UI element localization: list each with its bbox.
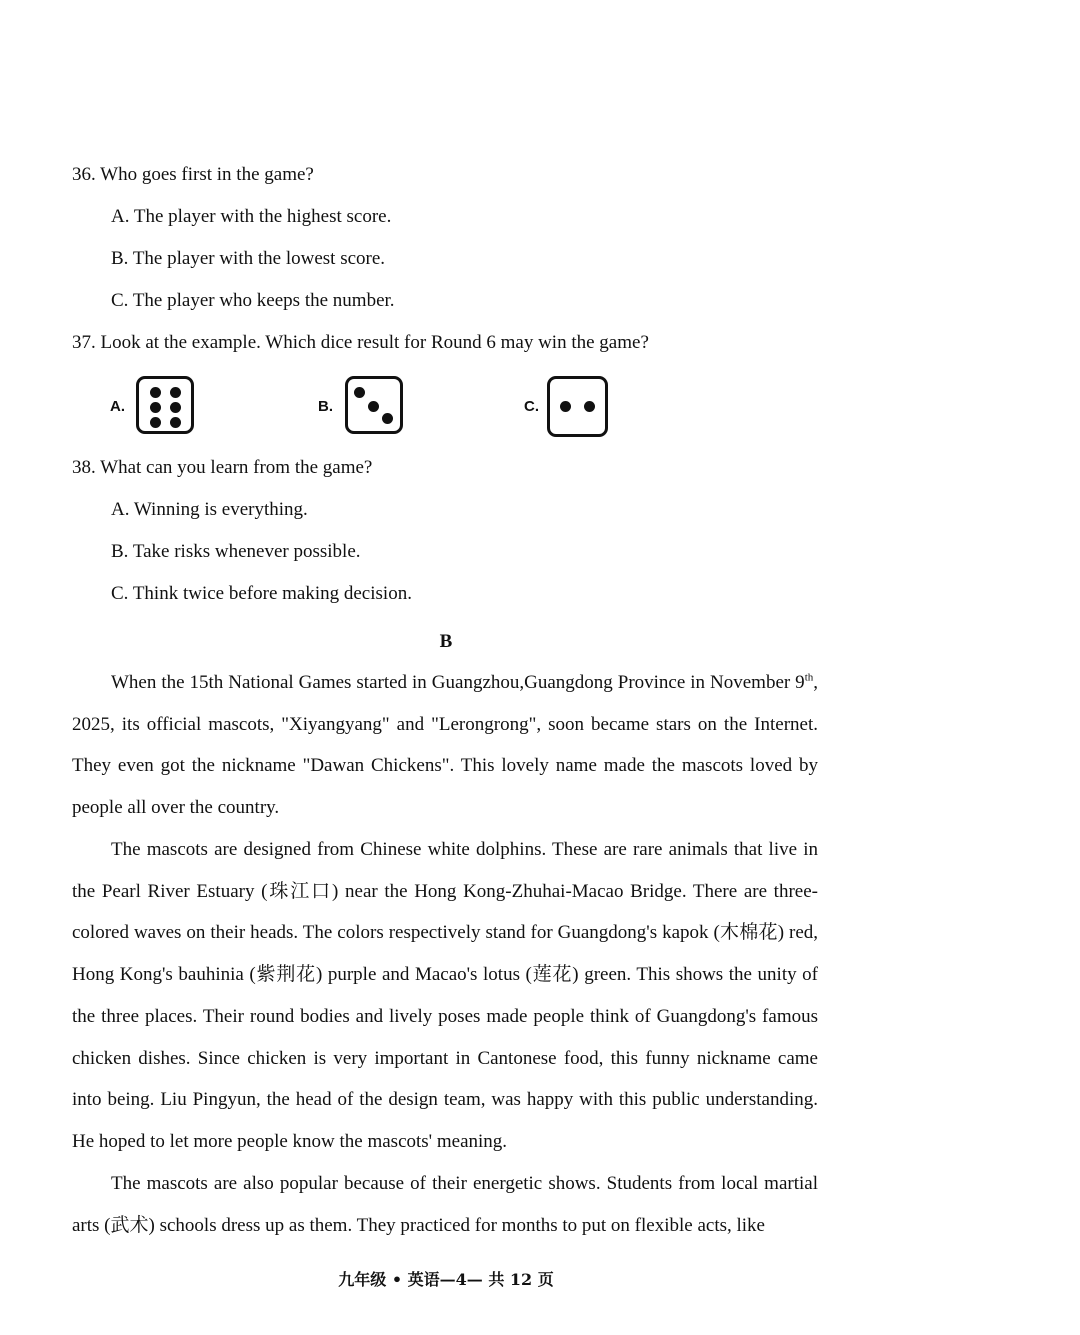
die-pip — [170, 402, 181, 413]
question-38-option-b: B. Take risks whenever possible. — [111, 541, 361, 562]
question-37-stem: 37. Look at the example. Which dice result for Round 6 may win the game? — [72, 332, 649, 353]
die-pip — [150, 417, 161, 428]
die-two-icon — [547, 376, 608, 437]
dice-option-a-label: A. — [110, 398, 125, 415]
die-pip — [170, 387, 181, 398]
passage-paragraph-2: The mascots are designed from Chinese white dolphins. These are rare animals that live in the Pearl River Estuary (珠江口) near the Hong Kong-Zhuhai-Macao Bridge. There are three-colored waves on their heads. The colors respectively stand for Guangdong's kapok (木棉花) red, Hong Kong's bauhinia (紫荆花) purple and Macao's lotus (莲花) green. This shows the unity of the three places. Their round bodies and lively poses made people think of Guangdong's famous chicken dishes. Since chicken is very important in Cantonese food, this funny nickname came into being. Liu Pingyun, the head of the design team, was happy with this public understanding. He hoped to let more people know the mascots' meaning. — [72, 839, 818, 1152]
dice-option-b-label: B. — [318, 398, 333, 415]
question-38-option-c: C. Think twice before making decision. — [111, 583, 412, 604]
die-pip — [382, 413, 393, 424]
die-six-icon — [136, 376, 194, 434]
question-36-option-a: A. The player with the highest score. — [111, 206, 392, 227]
dice-options — [0, 372, 1080, 444]
section-b-title: B — [439, 631, 453, 652]
die-three-icon — [345, 376, 403, 434]
dice-option-c — [524, 372, 624, 444]
question-36-option-b: B. The player with the lowest score. — [111, 248, 386, 269]
question-38-stem: 38. What can you learn from the game? — [72, 457, 373, 478]
die-pip — [150, 387, 161, 398]
die-pip — [354, 387, 365, 398]
die-pip — [170, 417, 181, 428]
dice-option-b — [318, 372, 418, 444]
die-pip — [560, 401, 571, 412]
question-36-stem: 36. Who goes first in the game? — [72, 164, 314, 185]
paragraph-1-end: , 2025, its official mascots, "Xiyangyang" and "Lerongrong", soon became stars on the Internet. They even got the nickname "Dawan Chickens". This lovely name made the mascots loved by people all over the country. — [72, 672, 818, 819]
passage-paragraph-3: The mascots are also popular because of their energetic shows. Students from local martial arts (武术) schools dress up as them. They practiced for months to put on flexible acts, like — [72, 1173, 818, 1236]
die-pip — [150, 402, 161, 413]
die-pip — [584, 401, 595, 412]
passage-paragraph-1 — [72, 662, 818, 829]
paragraph-1-superscript: th — [804, 671, 814, 684]
question-38-option-a: A. Winning is everything. — [111, 499, 308, 520]
question-36-option-c: C. The player who keeps the number. — [111, 290, 395, 311]
paragraph-1-start: When the 15th National Games started in Guangzhou,Guangdong Province in November 9 — [111, 672, 805, 693]
die-pip — [368, 401, 379, 412]
dice-option-c-label: C. — [524, 398, 539, 415]
dice-option-a — [110, 372, 210, 444]
page-footer: 九年级 • 英语—4— 共 12 页 — [338, 1270, 554, 1289]
